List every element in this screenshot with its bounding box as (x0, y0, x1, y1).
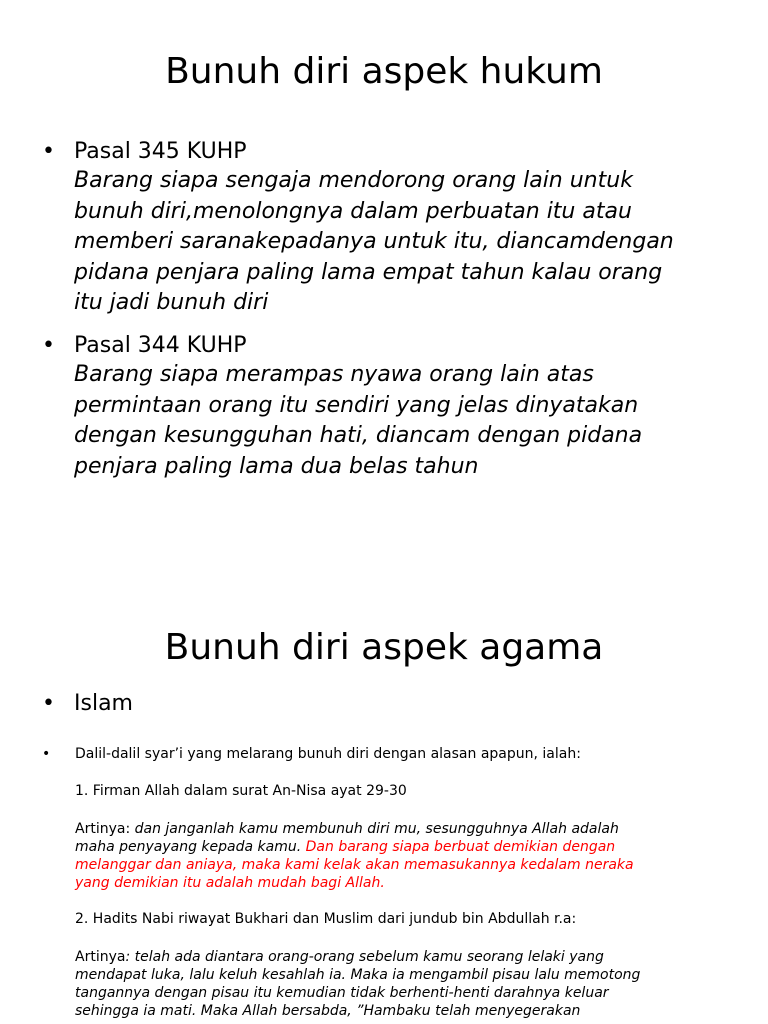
artinya-label: Artinya: (75, 821, 131, 837)
slide-agama (0, 580, 768, 1024)
slide-title: Bunuh diri aspek hukum (165, 51, 603, 92)
item-1-translation (75, 820, 735, 892)
translation-text: sehingga ia mati. Maka Allah bersabda, ”Hambaku telah menyegerakan (75, 1003, 581, 1019)
bullet-text: Barang siapa sengaja mendorong orang lain untuk bunuh diri,menolongnya dalam perbuatan itu atau memberi saranakepadanya untuk itu, diancamdengan pidana penjara paling lama empat tahun kalau orang itu jadi bunuh diri (74, 168, 674, 316)
bullet-text: Barang siapa merampas nyawa orang lain atas permintaan orang itu sendiri yang jelas dinyatakan dengan kesungguhan hati, diancam dengan pidana penjara paling lama dua belas tahun (74, 362, 643, 479)
translation-text: mendapat luka, lalu keluh kesahlah ia. Maka ia mengambil pisau lalu memotong (75, 967, 641, 983)
translation-text-red: yang demikian itu adalah mudah bagi Allah. (75, 875, 385, 891)
translation-text: : telah ada diantara orang-orang sebelum kamu seorang lelaki yang (125, 949, 604, 965)
translation-text: dan janganlah kamu membunuh diri mu, sesungguhnya Allah adalah (130, 821, 619, 837)
item-1-heading: 1. Firman Allah dalam surat An-Nisa ayat 29-30 (75, 783, 407, 799)
bullet-heading: Islam (74, 691, 133, 716)
artinya-label: Artinya (75, 949, 126, 965)
bullet-dot: • (42, 691, 55, 716)
translation-text-red: Dan barang siapa berbuat demikian dengan (301, 839, 616, 855)
translation-text: tangannya dengan pisau itu kemudian tidak berhenti-henti darahnya keluar (75, 985, 609, 1001)
bullet-heading: Pasal 344 KUHP (74, 333, 247, 358)
bullet-dot: • (42, 333, 55, 358)
bullet-dot: • (42, 139, 55, 164)
item-2-translation (75, 948, 735, 1020)
translation-text: maha penyayang kepada kamu. (75, 839, 302, 855)
bullet-heading: Pasal 345 KUHP (74, 139, 247, 164)
slide-title: Bunuh diri aspek agama (164, 627, 604, 668)
item-2-heading: 2. Hadits Nabi riwayat Bukhari dan Muslim dari jundub bin Abdullah r.a: (75, 911, 577, 927)
bullet-dot: • (42, 746, 51, 762)
dalil-intro: Dalil-dalil syar’i yang melarang bunuh diri dengan alasan apapun, ialah: (75, 746, 581, 762)
translation-text-red: melanggar dan aniaya, maka kami kelak akan memasukannya kedalam neraka (75, 857, 634, 873)
